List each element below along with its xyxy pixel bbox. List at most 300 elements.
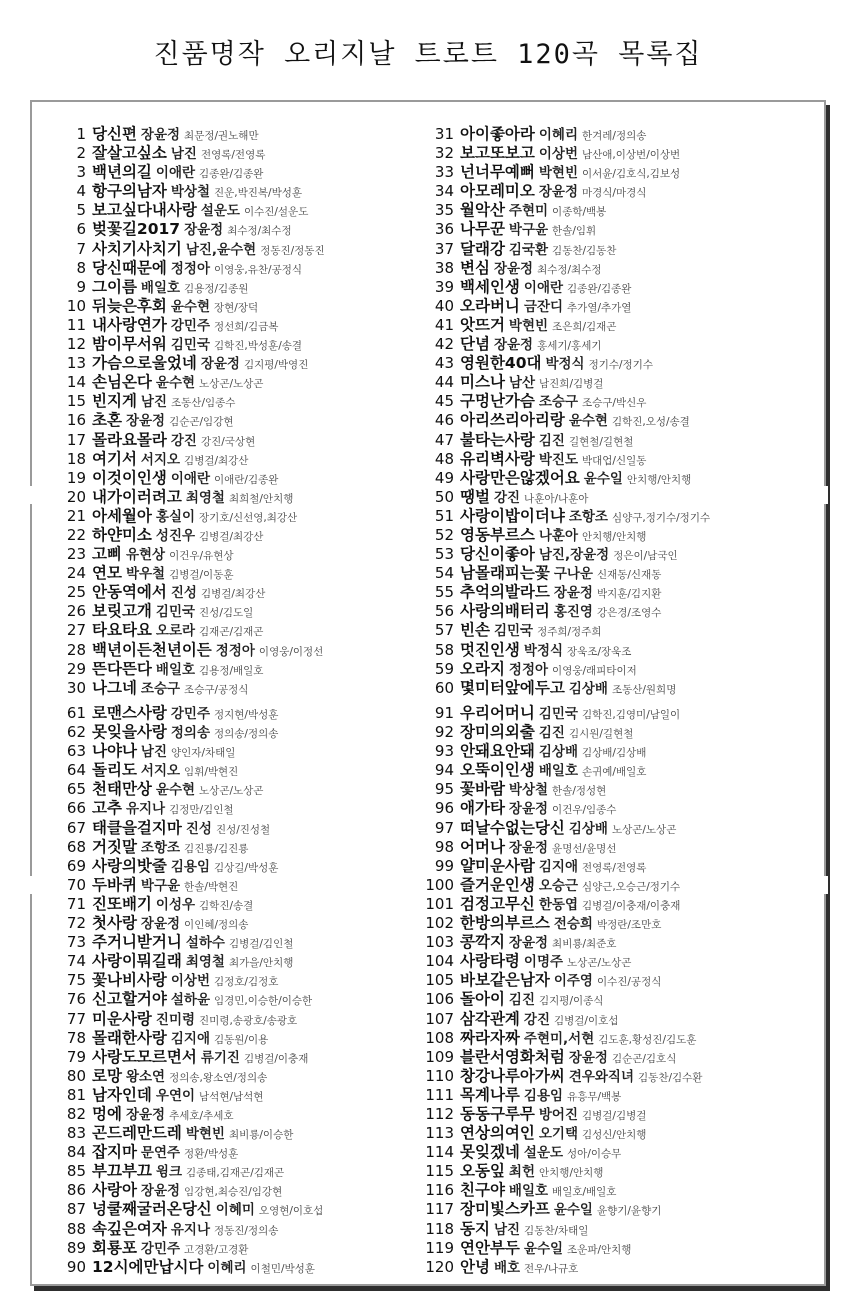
- song-row: [414, 239, 800, 258]
- song-number: 105: [425, 971, 454, 990]
- song-row: [414, 970, 800, 989]
- song-title: 즐거운인생: [460, 875, 535, 894]
- song-number: 110: [425, 1066, 454, 1085]
- song-credit: 정기수/정기수: [588, 359, 653, 372]
- song-number: 26: [66, 602, 86, 621]
- song-artist: 조승구: [140, 680, 181, 697]
- song-credit: 김동원/이용: [214, 1033, 269, 1046]
- song-artist: 이성우: [155, 896, 196, 913]
- song-number: 50: [434, 487, 454, 506]
- song-artist: 장윤정: [140, 1183, 181, 1200]
- song-credit: 진운,박진복/박성훈: [214, 187, 303, 200]
- song-credit: 최수정/최수정: [227, 225, 292, 238]
- song-title: 여기서: [92, 449, 137, 468]
- song-artist: 김상배: [568, 820, 608, 837]
- song-number: 77: [66, 1009, 86, 1028]
- song-row: [414, 334, 800, 353]
- song-row: [414, 582, 800, 601]
- song-row: [414, 989, 800, 1008]
- song-credit: 전영록/전영록: [200, 149, 266, 162]
- song-row: [414, 1047, 800, 1066]
- song-title: 곤드레만드레: [92, 1124, 182, 1143]
- song-number: 3: [76, 163, 86, 182]
- song-artist: 장윤정: [140, 916, 181, 933]
- song-artist: 장윤정: [125, 1106, 166, 1123]
- song-row: [52, 487, 438, 506]
- song-number: 107: [425, 1009, 454, 1028]
- song-number: 85: [66, 1162, 86, 1181]
- song-row: [414, 1161, 800, 1180]
- song-row: [414, 506, 800, 525]
- song-title: 사치기사치기: [92, 239, 182, 258]
- song-number: 60: [434, 678, 454, 697]
- song-credit: 한겨레/정의송: [582, 130, 647, 142]
- song-number: 43: [434, 354, 454, 373]
- song-credit: 박정란/조만호: [596, 919, 662, 932]
- song-number: 99: [434, 856, 454, 875]
- song-row: [414, 837, 800, 856]
- song-credit: 김성신/안치행: [582, 1129, 647, 1142]
- song-title: 몇미터앞에두고: [460, 678, 565, 697]
- song-title: 하얀미소: [92, 525, 152, 544]
- song-row: [52, 1142, 438, 1161]
- song-number: 117: [425, 1200, 454, 1219]
- song-credit: 한솔/박현진: [184, 880, 239, 893]
- song-artist: 이혜리: [538, 127, 578, 143]
- song-credit: 이영웅/이정선: [258, 645, 324, 658]
- song-title: 블란서영화처럼: [460, 1047, 565, 1066]
- song-credit: 배일호/배일호: [552, 1186, 617, 1199]
- song-credit: 전우/나규호: [524, 1262, 579, 1275]
- song-title: 창강나루아가씨: [460, 1066, 565, 1085]
- song-row: [52, 544, 438, 563]
- song-artist: 배일호: [140, 279, 181, 296]
- song-credit: 유흥무/백봉: [567, 1090, 622, 1103]
- song-row: [414, 703, 800, 722]
- song-title: 변심: [460, 258, 490, 277]
- song-number: 14: [66, 373, 86, 392]
- song-title: 돌아이: [460, 990, 505, 1009]
- song-credit: 진미령,송광호/송광호: [199, 1014, 298, 1027]
- song-number: 38: [434, 258, 454, 277]
- song-title: 멍에: [92, 1104, 122, 1123]
- song-row: [52, 372, 438, 391]
- song-credit: 김동찬/김수환: [638, 1071, 703, 1084]
- song-credit: 조은희/김재곤: [552, 320, 617, 333]
- song-title: 아이좋아라: [460, 125, 535, 143]
- song-artist: 장윤정: [538, 184, 578, 201]
- song-title: 빈손: [460, 621, 490, 640]
- song-row: [414, 722, 800, 741]
- song-credit: 심양구,정기수/정기수: [611, 511, 711, 524]
- song-artist: 유지나: [125, 801, 166, 818]
- song-title: 애가타: [460, 799, 505, 818]
- song-title: 못잊겠네: [460, 1143, 520, 1162]
- song-artist: 금잔디: [523, 298, 564, 315]
- song-number: 78: [66, 1028, 86, 1047]
- song-number: 94: [434, 761, 454, 780]
- song-row: [52, 1066, 438, 1085]
- song-title: 몰라요몰라: [92, 430, 167, 449]
- song-row: [52, 932, 438, 951]
- song-artist: 조항조: [568, 508, 608, 525]
- song-title: 나야나: [92, 742, 137, 761]
- song-title: 항구의남자: [92, 182, 167, 201]
- song-artist: 정정아: [170, 260, 210, 277]
- song-number: 92: [434, 723, 454, 742]
- song-artist: 남진: [140, 394, 168, 411]
- song-artist: 이명주: [523, 954, 564, 971]
- song-title: 아리쓰리아리랑: [460, 411, 565, 430]
- song-row: [52, 779, 438, 798]
- song-title: 타요타요: [92, 621, 152, 640]
- song-row: [52, 506, 438, 525]
- song-number: 47: [434, 430, 454, 449]
- song-title: 불타는사랑: [460, 430, 535, 449]
- song-row: [414, 162, 800, 181]
- song-row: [414, 779, 800, 798]
- song-title: 떠날수없는당신: [460, 818, 565, 837]
- song-row: [414, 620, 800, 639]
- song-credit: 홍세기/홍세기: [537, 340, 602, 353]
- song-credit: 신재동/신재동: [596, 569, 662, 582]
- song-credit: 한솔/임휘: [552, 225, 597, 238]
- song-number: 19: [66, 468, 86, 487]
- song-credit: 김병걸/이충재/이충재: [582, 899, 681, 912]
- song-artist: 윤수일: [523, 1240, 564, 1257]
- song-artist: 김상배: [568, 680, 608, 697]
- song-number: 72: [66, 914, 86, 933]
- song-number: 32: [434, 144, 454, 163]
- song-artist: 남진: [140, 744, 168, 761]
- song-row: [414, 391, 800, 410]
- song-row: [414, 932, 800, 951]
- song-credit: 김동찬/김동찬: [552, 244, 617, 257]
- song-credit: 마경식/마경식: [582, 187, 647, 200]
- song-row: [414, 659, 800, 678]
- song-row: [52, 1009, 438, 1028]
- song-title: 짜라자짜: [460, 1028, 520, 1047]
- song-credit: 김병걸/김인철: [228, 938, 294, 951]
- song-title: 한방의부르스: [460, 914, 550, 933]
- song-artist: 박현빈: [508, 317, 549, 334]
- song-row: [414, 760, 800, 779]
- song-list-1-30: [52, 124, 438, 697]
- song-title: 아모레미오: [460, 182, 535, 201]
- song-artist: 배일호: [538, 763, 578, 780]
- song-title: 안돼요안돼: [460, 742, 535, 761]
- song-artist: 박현빈: [538, 165, 578, 182]
- song-row: [52, 722, 438, 741]
- song-number: 120: [425, 1257, 454, 1276]
- song-row: [414, 640, 800, 659]
- song-row: [414, 951, 800, 970]
- song-number: 8: [76, 258, 86, 277]
- song-row: [52, 468, 438, 487]
- page-title: 진품명작 오리지날 트로트 120곡 목록집: [153, 39, 703, 70]
- song-title: 손님온다: [92, 373, 152, 392]
- song-list-61-90: [52, 703, 438, 1276]
- song-artist: 이주영: [553, 973, 593, 990]
- song-row: [414, 875, 800, 894]
- song-number: 58: [434, 640, 454, 659]
- song-number: 53: [434, 545, 454, 564]
- song-artist: 배일호: [508, 1183, 549, 1200]
- song-credit: 정동진/정동진: [260, 244, 325, 257]
- song-artist: 이애란: [523, 279, 564, 296]
- song-row: [52, 798, 438, 817]
- song-row: [414, 563, 800, 582]
- song-number: 22: [66, 525, 86, 544]
- song-title: 부끄부끄: [92, 1162, 152, 1181]
- song-credit: 김병걸/이충재: [243, 1052, 309, 1065]
- song-title: 12시에만납시다: [92, 1257, 204, 1276]
- song-credit: 박지훈/김지환: [596, 588, 662, 601]
- song-title: 바보같은남자: [460, 971, 550, 990]
- song-artist: 정정아: [508, 661, 549, 678]
- song-credit: 임휘/박현진: [184, 766, 239, 779]
- song-row: [414, 856, 800, 875]
- song-row: [52, 143, 438, 162]
- song-artist: 이애란: [155, 165, 196, 182]
- song-title: 보릿고개: [92, 602, 152, 621]
- song-artist: 왕소연: [125, 1068, 166, 1085]
- song-title: 로맨스사랑: [92, 704, 167, 722]
- song-row: [52, 970, 438, 989]
- song-row: [52, 124, 438, 143]
- song-row: [414, 449, 800, 468]
- song-title: 오동잎: [460, 1162, 505, 1181]
- song-credit: 김진룡/김진룡: [184, 842, 249, 855]
- song-credit: 정환/박성훈: [184, 1148, 239, 1161]
- song-number: 95: [434, 780, 454, 799]
- song-row: [52, 430, 438, 449]
- song-title: 나무꾼: [460, 220, 505, 239]
- song-artist: 윤수일: [553, 1202, 593, 1219]
- song-number: 69: [66, 856, 86, 875]
- song-row: [52, 258, 438, 277]
- song-artist: 김민국: [170, 337, 210, 354]
- song-number: 52: [434, 525, 454, 544]
- song-credit: 김학진,박성훈/송결: [214, 340, 303, 353]
- song-credit: 최희철/안치행: [228, 492, 294, 505]
- song-credit: 김학진,김영미/남일이: [582, 709, 681, 721]
- song-title: 미스나: [460, 373, 505, 392]
- song-row: [52, 659, 438, 678]
- song-credit: 김종완/김종완: [567, 282, 632, 295]
- song-artist: 장윤정: [508, 839, 549, 856]
- song-artist: 배호: [493, 1259, 521, 1276]
- song-row: [414, 1066, 800, 1085]
- song-credit: 심양근,오승근/정기수: [582, 880, 681, 893]
- song-row: [414, 430, 800, 449]
- song-credit: 추가열/추가열: [567, 301, 632, 314]
- song-row: [414, 487, 800, 506]
- song-number: 68: [66, 837, 86, 856]
- song-title: 달래강: [460, 239, 505, 258]
- song-artist: 이상번: [170, 973, 210, 990]
- song-number: 24: [66, 564, 86, 583]
- song-number: 17: [66, 430, 86, 449]
- song-number: 80: [66, 1066, 86, 1085]
- song-credit: 성아/이승무: [567, 1148, 622, 1161]
- song-credit: 김병걸/이호섭: [554, 1014, 619, 1027]
- song-credit: 최수정/최수정: [537, 263, 602, 276]
- song-title: 멋진인생: [460, 640, 520, 659]
- song-row: [414, 181, 800, 200]
- song-row: [414, 1257, 800, 1276]
- song-number: 27: [66, 621, 86, 640]
- song-credit: 이영웅,유찬/공정식: [214, 263, 303, 276]
- song-title: 내사랑연가: [92, 315, 167, 334]
- song-number: 104: [425, 952, 454, 971]
- song-number: 115: [425, 1162, 454, 1181]
- song-row: [414, 124, 800, 143]
- song-credit: 김정호/김정호: [214, 976, 279, 989]
- song-title: 당신이좋아: [460, 545, 535, 564]
- song-artist: 진성: [185, 820, 212, 837]
- song-row: [414, 468, 800, 487]
- song-credit: 나훈아/나훈아: [524, 492, 589, 505]
- song-title: 남자인데: [92, 1085, 152, 1104]
- song-artist: 남진,윤수현: [185, 241, 257, 258]
- song-title: 유리벽사랑: [460, 449, 535, 468]
- song-number: 119: [425, 1238, 454, 1257]
- song-row: [52, 818, 438, 837]
- song-artist: 전승희: [553, 916, 593, 933]
- song-credit: 안치행/안치행: [626, 473, 692, 486]
- song-number: 101: [425, 894, 454, 913]
- song-credit: 노상곤/노상곤: [199, 378, 264, 391]
- song-number: 9: [76, 277, 86, 296]
- song-number: 4: [76, 182, 86, 201]
- song-row: [52, 741, 438, 760]
- song-artist: 이상번: [538, 146, 578, 163]
- song-row: [414, 601, 800, 620]
- song-artist: 김지애: [170, 1030, 210, 1047]
- song-title: 동동구루무: [460, 1104, 535, 1123]
- song-credit: 진성/진성철: [215, 823, 271, 836]
- song-credit: 남석현/남석현: [199, 1090, 264, 1103]
- song-row: [52, 391, 438, 410]
- song-title: 고삐: [92, 545, 122, 564]
- song-number: 97: [434, 818, 454, 837]
- song-title: 내가이러려고: [92, 487, 182, 506]
- song-row: [52, 1123, 438, 1142]
- song-artist: 김진: [538, 725, 565, 742]
- song-credit: 박대업/신일동: [582, 454, 647, 467]
- song-row: [414, 353, 800, 372]
- song-title: 사랑아: [92, 1181, 137, 1200]
- song-row: [52, 296, 438, 315]
- song-credit: 김병걸/이동훈: [169, 569, 234, 582]
- song-number: 5: [76, 201, 86, 220]
- song-artist: 류기진: [200, 1049, 240, 1066]
- song-row: [52, 449, 438, 468]
- song-credit: 김동찬/차태일: [524, 1224, 589, 1237]
- song-number: 63: [66, 742, 86, 761]
- song-artist: 박현빈: [185, 1126, 225, 1143]
- song-title: 나그네: [92, 678, 137, 697]
- song-number: 73: [66, 933, 86, 952]
- song-artist: 강민주: [170, 706, 210, 722]
- song-artist: 배일호: [155, 661, 196, 678]
- frame-notch: [814, 486, 828, 504]
- song-row: [52, 951, 438, 970]
- song-number: 114: [425, 1143, 454, 1162]
- song-row: [52, 601, 438, 620]
- song-title: 밤이무서워: [92, 335, 167, 354]
- song-title: 사랑의배터리: [460, 602, 550, 621]
- song-list-31-60: [414, 124, 800, 697]
- song-row: [414, 1238, 800, 1257]
- song-credit: 정의송,왕소연/정의송: [169, 1071, 268, 1084]
- song-credit: 오영현/이호섭: [258, 1205, 324, 1218]
- song-row: [414, 544, 800, 563]
- song-number: 15: [66, 392, 86, 411]
- song-artist: 성진우: [155, 527, 196, 544]
- song-number: 71: [66, 894, 86, 913]
- song-number: 70: [66, 875, 86, 894]
- song-title: 백년의길: [92, 163, 152, 182]
- song-number: 61: [66, 704, 86, 722]
- song-title: 속깊은여자: [92, 1219, 167, 1238]
- song-number: 44: [434, 373, 454, 392]
- song-row: [52, 582, 438, 601]
- song-artist: 김국환: [508, 241, 549, 258]
- frame-notch: [22, 486, 36, 504]
- song-row: [52, 1028, 438, 1047]
- song-row: [414, 1180, 800, 1199]
- song-artist: 장윤정: [553, 585, 593, 602]
- song-row: [52, 894, 438, 913]
- song-row: [52, 913, 438, 932]
- song-credit: 양인자/차태일: [171, 747, 236, 760]
- song-artist: 박상철: [170, 184, 210, 201]
- song-title: 오라지: [460, 659, 505, 678]
- song-title: 사랑만은않겠어요: [460, 468, 580, 487]
- song-artist: 윤수현: [155, 375, 196, 392]
- song-number: 79: [66, 1047, 86, 1066]
- song-row: [414, 1104, 800, 1123]
- song-title: 목계나루: [460, 1085, 520, 1104]
- song-row: [52, 837, 438, 856]
- song-credit: 김병걸/김병걸: [582, 1109, 647, 1122]
- song-title: 콩깍지: [460, 933, 505, 952]
- song-row: [414, 315, 800, 334]
- song-number: 62: [66, 723, 86, 742]
- song-credit: 김용정/김종원: [184, 282, 249, 295]
- song-title: 보고또보고: [460, 144, 535, 163]
- song-number: 29: [66, 659, 86, 678]
- song-artist: 최영철: [185, 489, 225, 506]
- song-number: 54: [434, 564, 454, 583]
- song-artist: 박우철: [125, 566, 166, 583]
- song-artist: 김지애: [538, 858, 578, 875]
- song-title: 빈지게: [92, 392, 137, 411]
- song-credit: 최문정/권노해만: [184, 130, 259, 142]
- song-row: [414, 678, 800, 697]
- song-number: 93: [434, 742, 454, 761]
- song-title: 넌너무예뻐: [460, 163, 535, 182]
- song-credit: 손귀예/배일호: [582, 766, 647, 779]
- song-title: 꽃나비사랑: [92, 971, 167, 990]
- song-title: 땡벌: [460, 487, 490, 506]
- song-title: 구멍난가슴: [460, 392, 535, 411]
- song-row: [414, 1028, 800, 1047]
- song-row: [52, 315, 438, 334]
- song-artist: 이혜미: [215, 1202, 255, 1219]
